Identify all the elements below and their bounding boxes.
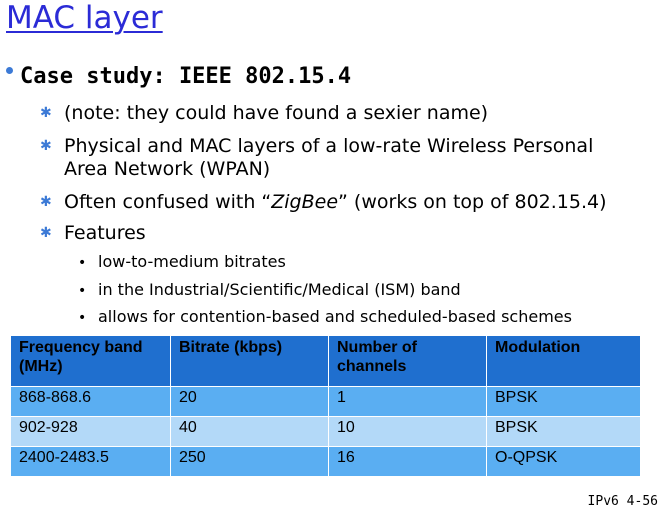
sub-bullet-text: Features [64, 222, 146, 244]
dot-bullet-icon: • [78, 310, 87, 326]
sub-bullet-layers [40, 135, 593, 181]
sub-bullet-features [40, 222, 146, 245]
star-bullet-icon: ✱ [40, 194, 52, 210]
star-bullet-icon: ✱ [40, 105, 52, 121]
table-cell: 2400-2483.5 [11, 447, 171, 477]
sub-bullet-note [40, 102, 488, 125]
sub-bullet-text-line1: Physical and MAC layers of a low-rate Wireless Personal [64, 135, 594, 157]
frequency-table [10, 335, 641, 477]
sub-bullet-zigbee [40, 191, 607, 214]
table-cell: 868-868.6 [11, 387, 171, 417]
table-row [11, 387, 641, 417]
table-header: Modulation [487, 336, 641, 387]
table-cell: 902-928 [11, 417, 171, 447]
table-cell: 40 [171, 417, 329, 447]
zigbee-emphasis: ZigBee [271, 191, 339, 213]
main-bullet [6, 64, 351, 89]
table-cell: BPSK [487, 417, 641, 447]
star-bullet-icon: ✱ [40, 138, 52, 154]
feature-item [78, 252, 286, 271]
table-header-row [11, 336, 641, 387]
sub-bullet-text-post: ” (works on top of 802.15.4) [338, 191, 607, 213]
feature-text: low-to-medium bitrates [98, 252, 286, 271]
dot-bullet-icon: • [78, 255, 87, 271]
table-row [11, 417, 641, 447]
table-cell: BPSK [487, 387, 641, 417]
slide-title: MAC layer [6, 0, 163, 36]
feature-text: allows for contention-based and scheduled-based schemes [98, 307, 572, 326]
sub-bullet-text-pre: Often confused with “ [64, 191, 272, 213]
feature-text: in the Industrial/Scientific/Medical (ISM) band [98, 280, 461, 299]
sub-bullet-text: (note: they could have found a sexier name) [64, 102, 489, 124]
table-cell: O-QPSK [487, 447, 641, 477]
sub-bullet-text-line2: Area Network (WPAN) [64, 158, 271, 180]
feature-item [78, 280, 461, 299]
table-header: Frequency band (MHz) [11, 336, 171, 387]
table-cell: 10 [329, 417, 487, 447]
table-cell: 1 [329, 387, 487, 417]
feature-item [78, 307, 572, 326]
table-header: Number of channels [329, 336, 487, 387]
table-row [11, 447, 641, 477]
table-header: Bitrate (kbps) [171, 336, 329, 387]
slide-footer: IPv6 4-56 [587, 494, 658, 509]
star-bullet-icon: ✱ [40, 225, 52, 241]
main-bullet-text: Case study: IEEE 802.15.4 [20, 64, 352, 89]
bullet-dot-icon [6, 67, 13, 74]
table-cell: 20 [171, 387, 329, 417]
dot-bullet-icon: • [78, 283, 87, 299]
table-cell: 250 [171, 447, 329, 477]
table-cell: 16 [329, 447, 487, 477]
